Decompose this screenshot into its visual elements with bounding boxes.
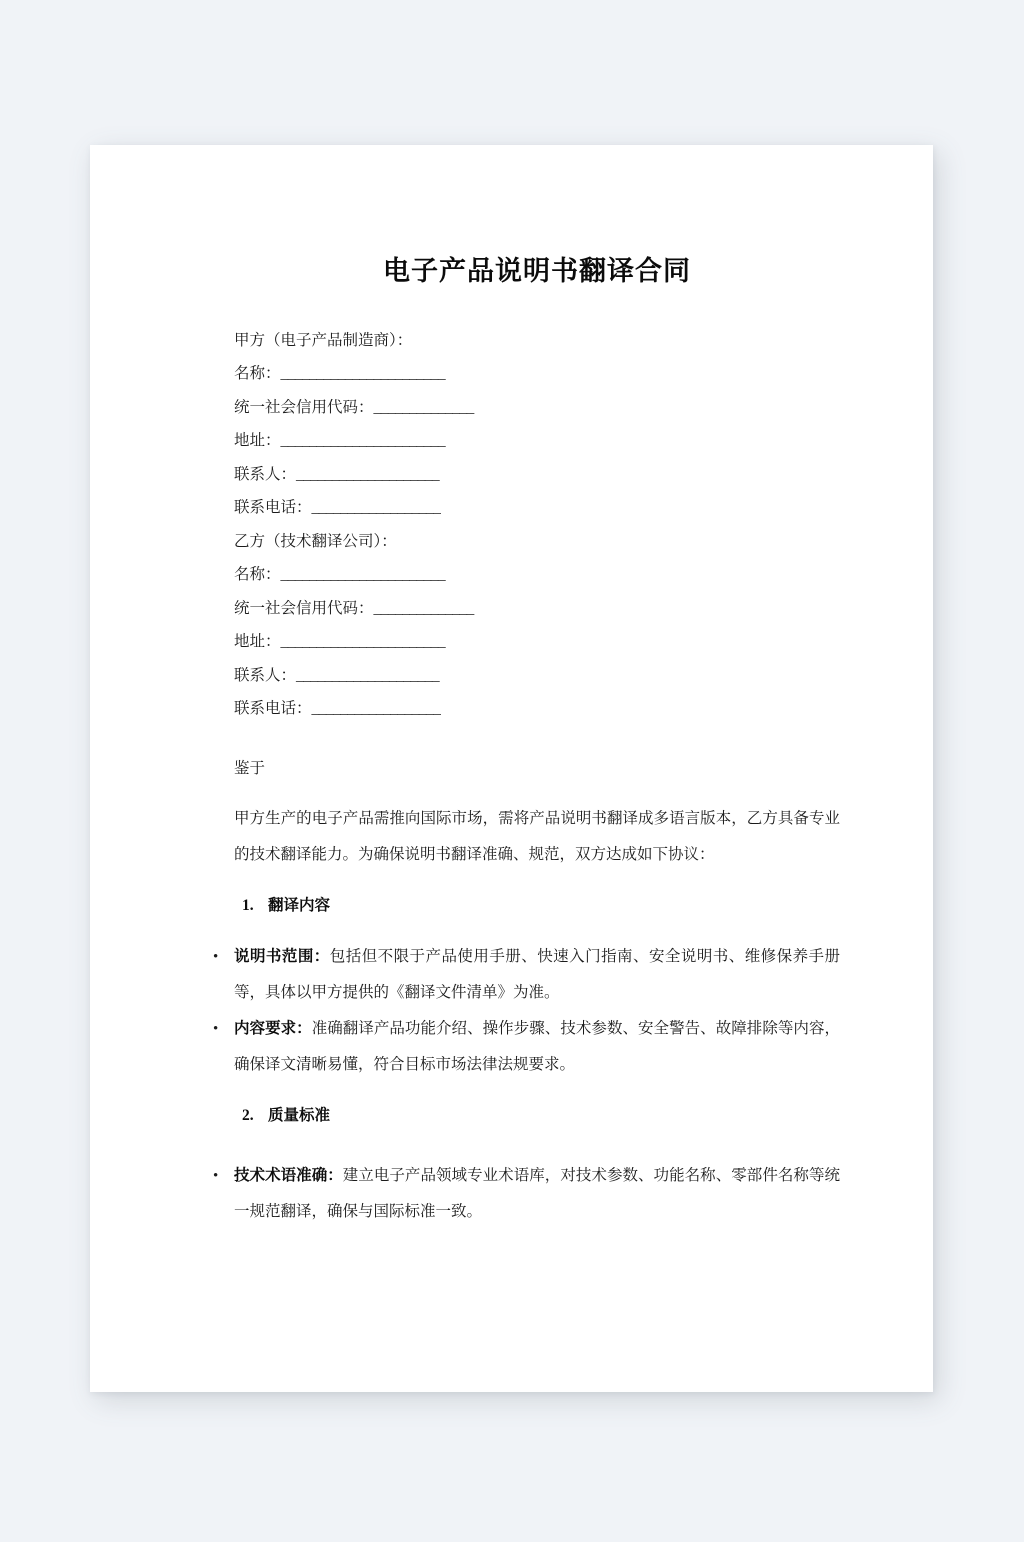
recital-label: 鉴于 xyxy=(234,759,266,777)
field-label: 地址： xyxy=(234,633,281,651)
section-number: 1. xyxy=(242,897,254,915)
field-label: 名称： xyxy=(234,365,281,383)
spacer xyxy=(234,785,840,801)
field-label: 联系人： xyxy=(234,465,297,483)
party-b-field-phone xyxy=(234,692,840,726)
section-2-bullet-list xyxy=(213,1158,840,1230)
field-blank[interactable]: ______________ xyxy=(373,398,474,416)
party-b-field-credit-code xyxy=(234,592,840,626)
section-title: 翻译内容 xyxy=(268,897,331,915)
section-1-bullet-list xyxy=(213,939,840,1083)
spacer xyxy=(234,1083,840,1099)
field-label: 联系人： xyxy=(234,666,297,684)
party-a-field-phone xyxy=(234,491,840,525)
party-b-heading: 乙方（技术翻译公司）： xyxy=(234,532,397,550)
party-a-field-credit-code xyxy=(234,391,840,425)
field-label: 统一社会信用代码： xyxy=(234,398,374,416)
page-title: 电子产品说明书翻译合同 xyxy=(383,256,691,286)
party-a-field-address xyxy=(234,424,840,458)
list-item xyxy=(213,1011,840,1083)
section-number: 2. xyxy=(242,1106,254,1124)
field-blank[interactable]: __________________ xyxy=(311,700,441,718)
section-heading-1 xyxy=(234,889,840,923)
field-label: 地址： xyxy=(234,432,281,450)
party-a-field-contact-person xyxy=(234,458,840,492)
field-label: 联系电话： xyxy=(234,499,312,517)
bullet-text: 包括但不限于产品使用手册、快速入门指南、安全说明书、维修保养手册等，具体以甲方提供的《翻译文件清单》为准。 xyxy=(234,947,840,1001)
field-label: 联系电话： xyxy=(234,700,312,718)
bullet-icon: • xyxy=(213,1020,219,1037)
party-b-field-name xyxy=(234,558,840,592)
recital-paragraph: 甲方生产的电子产品需推向国际市场，需将产品说明书翻译成多语言版本，乙方具备专业的技术翻译能力。为确保说明书翻译准确、规范，双方达成如下协议： xyxy=(234,810,840,864)
field-label: 名称： xyxy=(234,566,281,584)
party-b-field-contact-person xyxy=(234,659,840,693)
bullet-icon: • xyxy=(213,1168,219,1185)
field-label: 统一社会信用代码： xyxy=(234,599,374,617)
bullet-lead: 技术术语准确： xyxy=(234,1167,343,1185)
spacer xyxy=(234,1132,840,1158)
bullet-lead: 说明书范围： xyxy=(234,947,330,965)
field-blank[interactable]: _______________________ xyxy=(280,365,445,383)
field-blank[interactable]: _______________________ xyxy=(280,432,445,450)
bullet-text: 建立电子产品领域专业术语库，对技术参数、功能名称、零部件名称等统一规范翻译，确保与国际标准一致。 xyxy=(234,1167,840,1221)
party-a-heading: 甲方（电子产品制造商）： xyxy=(234,331,413,349)
field-blank[interactable]: ______________ xyxy=(373,599,474,617)
bullet-text: 准确翻译产品功能介绍、操作步骤、技术参数、安全警告、故障排除等内容，确保译文清晰易懂，符合目标市场法律法规要求。 xyxy=(234,1019,840,1073)
spacer xyxy=(234,726,840,752)
bullet-icon: • xyxy=(213,948,219,965)
document-body xyxy=(213,255,840,1230)
field-blank[interactable]: _______________________ xyxy=(280,633,445,651)
party-b-field-address xyxy=(234,625,840,659)
field-blank[interactable]: _______________________ xyxy=(280,566,445,584)
field-blank[interactable]: __________________ xyxy=(311,499,441,517)
spacer xyxy=(234,923,840,939)
bullet-lead: 内容要求： xyxy=(234,1019,312,1037)
section-heading-2 xyxy=(234,1099,840,1133)
document-page xyxy=(90,145,933,1392)
spacer xyxy=(234,873,840,889)
list-item xyxy=(213,939,840,1011)
field-blank[interactable]: ____________________ xyxy=(296,666,440,684)
party-a-field-name xyxy=(234,357,840,391)
field-blank[interactable]: ____________________ xyxy=(296,465,440,483)
section-title: 质量标准 xyxy=(268,1106,331,1124)
list-item xyxy=(213,1158,840,1230)
